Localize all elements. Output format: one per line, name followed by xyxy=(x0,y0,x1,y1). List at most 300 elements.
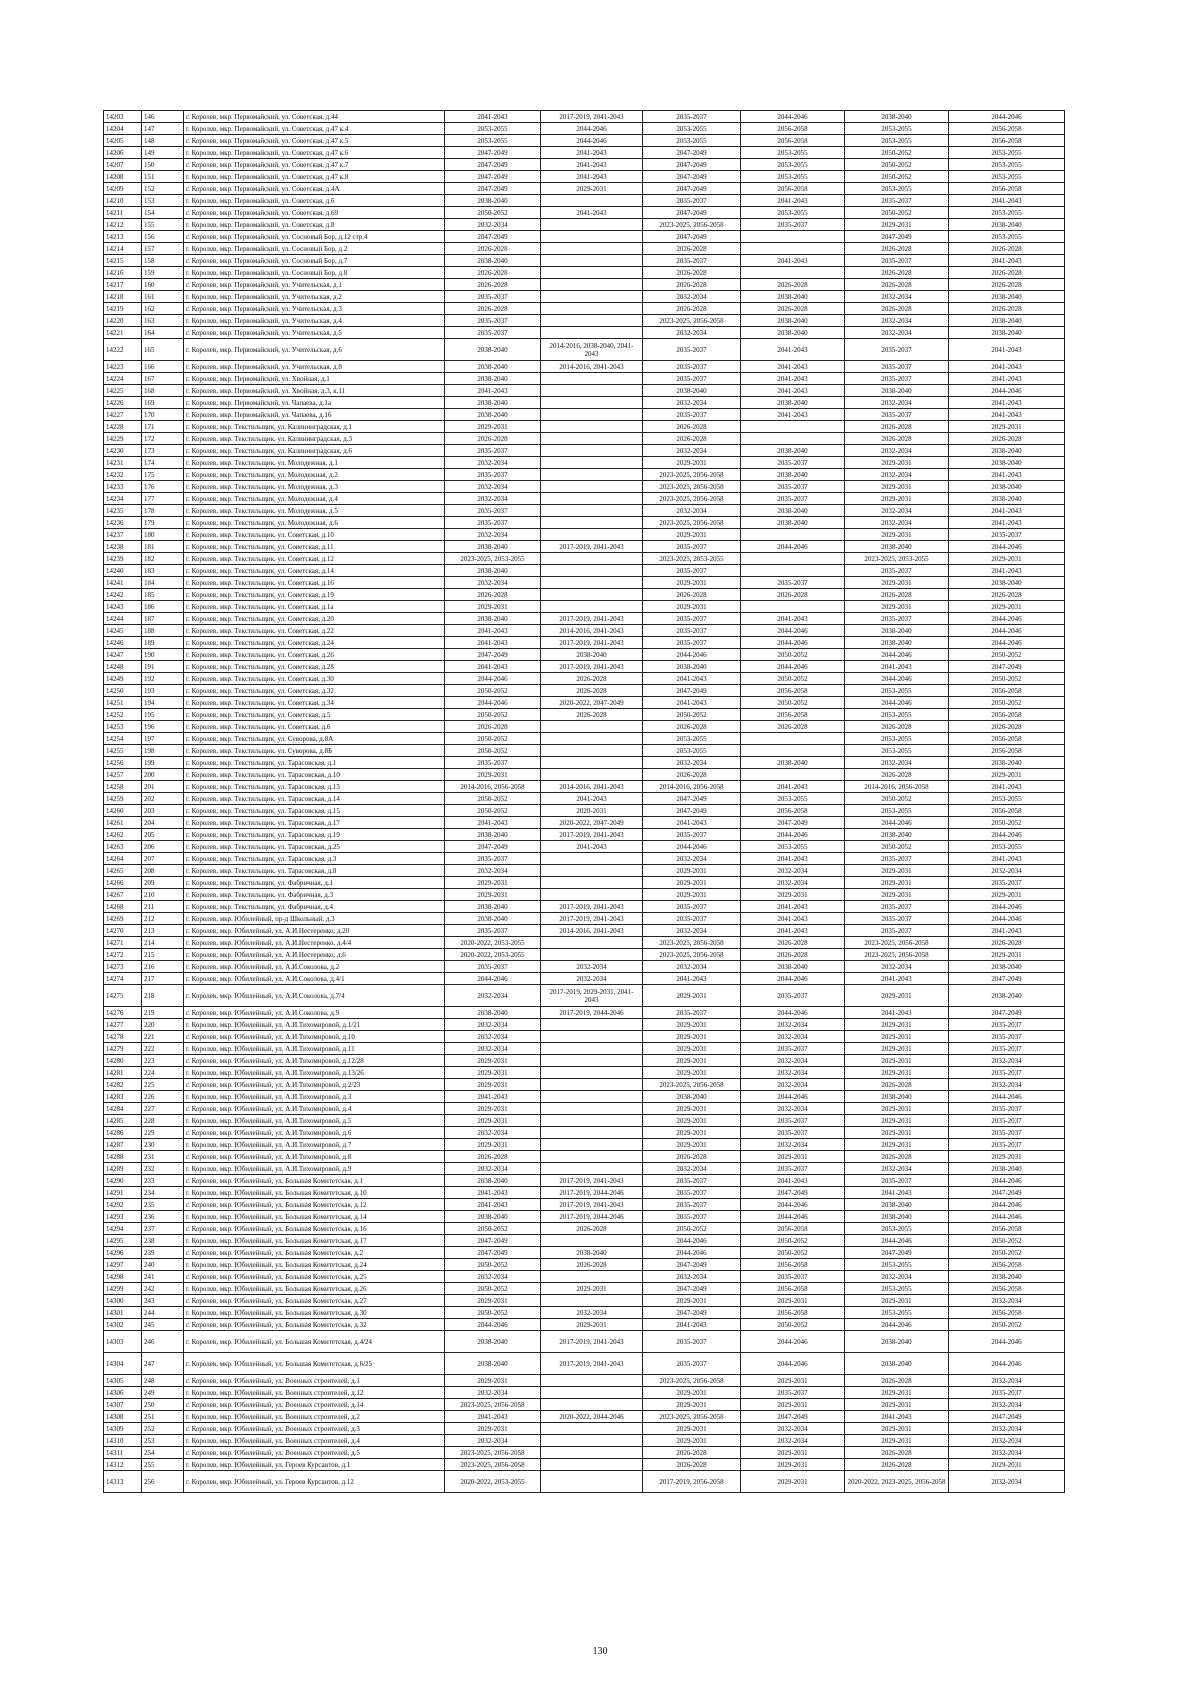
cell-row-number: 239 xyxy=(142,1247,184,1259)
cell-period: 2041-2043 xyxy=(845,661,949,673)
cell-period: 2047-2049 xyxy=(643,1307,741,1319)
cell-period: 2017-2019, 2041-2043 xyxy=(541,541,643,553)
cell-period: 2038-2040 xyxy=(445,901,541,913)
cell-period: 2035-2037 xyxy=(845,373,949,385)
cell-period: 2026-2028 xyxy=(445,721,541,733)
cell-period: 2029-2031 xyxy=(741,1375,845,1387)
cell-period: 2050-2052 xyxy=(949,1247,1065,1259)
cell-period xyxy=(741,553,845,565)
cell-reg-number: 14281 xyxy=(104,1067,142,1079)
cell-row-number: 147 xyxy=(142,123,184,135)
cell-reg-number: 14300 xyxy=(104,1295,142,1307)
cell-period: 2029-2031 xyxy=(643,1055,741,1067)
cell-period: 2029-2031 xyxy=(741,889,845,901)
cell-period: 2038-2040 xyxy=(845,1353,949,1375)
cell-period: 2032-2034 xyxy=(445,1019,541,1031)
cell-period: 2035-2037 xyxy=(845,361,949,373)
cell-reg-number: 14286 xyxy=(104,1127,142,1139)
cell-period: 2032-2034 xyxy=(643,757,741,769)
cell-period: 2023-2025, 2056-2058 xyxy=(445,1399,541,1411)
cell-address: г. Королев, мкр. Текстильщик, ул. Молодежная, д.1 xyxy=(184,457,445,469)
cell-period: 2026-2028 xyxy=(949,937,1065,949)
cell-period: 2044-2046 xyxy=(741,1091,845,1103)
table-row xyxy=(104,925,1065,937)
cell-address: г. Королев, мкр. Первомайский, ул. Советская, д.6 xyxy=(184,195,445,207)
cell-period: 2038-2040 xyxy=(949,1163,1065,1175)
cell-row-number: 221 xyxy=(142,1031,184,1043)
cell-period xyxy=(541,1423,643,1435)
cell-period: 2032-2034 xyxy=(741,1031,845,1043)
cell-period: 2050-2052 xyxy=(741,1319,845,1331)
cell-period: 2035-2037 xyxy=(949,1115,1065,1127)
cell-period: 2047-2049 xyxy=(949,661,1065,673)
table-row xyxy=(104,327,1065,339)
cell-period: 2041-2043 xyxy=(949,373,1065,385)
table-body xyxy=(104,111,1065,1493)
cell-reg-number: 14294 xyxy=(104,1223,142,1235)
cell-reg-number: 14245 xyxy=(104,625,142,637)
cell-row-number: 228 xyxy=(142,1115,184,1127)
table-row xyxy=(104,1387,1065,1399)
cell-period: 2026-2028 xyxy=(643,721,741,733)
table-row xyxy=(104,469,1065,481)
cell-period: 2032-2034 xyxy=(845,961,949,973)
cell-period xyxy=(541,1067,643,1079)
cell-reg-number: 14265 xyxy=(104,865,142,877)
cell-period: 2044-2046 xyxy=(949,1175,1065,1187)
cell-period: 2053-2055 xyxy=(949,171,1065,183)
cell-row-number: 192 xyxy=(142,673,184,685)
cell-period: 2044-2046 xyxy=(949,111,1065,123)
cell-period xyxy=(541,327,643,339)
cell-period xyxy=(741,745,845,757)
cell-period xyxy=(541,445,643,457)
cell-period xyxy=(541,529,643,541)
cell-period: 2029-2031 xyxy=(845,601,949,613)
cell-row-number: 212 xyxy=(142,913,184,925)
cell-period: 2026-2028 xyxy=(541,1223,643,1235)
cell-row-number: 195 xyxy=(142,709,184,721)
cell-row-number: 208 xyxy=(142,865,184,877)
cell-row-number: 177 xyxy=(142,493,184,505)
cell-period: 2029-2031 xyxy=(643,1295,741,1307)
cell-address: г. Королев, мкр. Юбилейный, ул. А.И.Тихомировой, д.12/28 xyxy=(184,1055,445,1067)
cell-period: 2029-2031 xyxy=(643,529,741,541)
cell-period xyxy=(541,757,643,769)
cell-row-number: 179 xyxy=(142,517,184,529)
cell-period: 2053-2055 xyxy=(845,1283,949,1295)
cell-period: 2050-2052 xyxy=(445,1283,541,1295)
table-row xyxy=(104,1247,1065,1259)
cell-reg-number: 14262 xyxy=(104,829,142,841)
cell-address: г. Королев, мкр. Юбилейный, ул. А.И.Тихомировой, д.8 xyxy=(184,1151,445,1163)
cell-period: 2026-2028 xyxy=(845,1375,949,1387)
cell-period: 2023-2025, 2056-2058 xyxy=(643,493,741,505)
cell-row-number: 165 xyxy=(142,339,184,361)
cell-period: 2050-2052 xyxy=(445,793,541,805)
cell-reg-number: 14259 xyxy=(104,793,142,805)
cell-period: 2020-2031 xyxy=(541,805,643,817)
cell-period: 2038-2040 xyxy=(741,757,845,769)
cell-period: 2041-2043 xyxy=(643,673,741,685)
cell-period: 2020-2022, 2053-2055 xyxy=(445,937,541,949)
cell-period: 2032-2034 xyxy=(845,397,949,409)
cell-period: 2032-2034 xyxy=(949,1399,1065,1411)
cell-period: 2041-2043 xyxy=(949,505,1065,517)
cell-period: 2029-2031 xyxy=(643,577,741,589)
cell-period: 2041-2043 xyxy=(741,255,845,267)
cell-period xyxy=(741,267,845,279)
table-row xyxy=(104,625,1065,637)
cell-address: г. Королев, мкр. Текстильщик, ул. Советская, д.1а xyxy=(184,601,445,613)
table-row xyxy=(104,877,1065,889)
cell-period xyxy=(741,231,845,243)
table-row xyxy=(104,481,1065,493)
cell-reg-number: 14213 xyxy=(104,231,142,243)
cell-period xyxy=(541,1151,643,1163)
cell-row-number: 175 xyxy=(142,469,184,481)
cell-period: 2017-2019, 2041-2043 xyxy=(541,829,643,841)
cell-period: 2029-2031 xyxy=(845,1067,949,1079)
cell-address: г. Королев, мкр. Юбилейный, ул. А.И.Тихомировой, д.2/23 xyxy=(184,1079,445,1091)
cell-period: 2038-2040 xyxy=(741,445,845,457)
cell-period xyxy=(541,1471,643,1493)
table-row xyxy=(104,1411,1065,1423)
table-row xyxy=(104,937,1065,949)
cell-period: 2017-2019, 2041-2043 xyxy=(541,1199,643,1211)
cell-period: 2032-2034 xyxy=(845,469,949,481)
cell-period: 2038-2040 xyxy=(541,1247,643,1259)
cell-row-number: 236 xyxy=(142,1211,184,1223)
cell-period xyxy=(541,577,643,589)
cell-address: г. Королев, мкр. Первомайский, ул. Сосновый Бор, д.2 xyxy=(184,243,445,255)
cell-address: г. Королев, мкр. Юбилейный, ул. А.И.Тихомировой, д.6 xyxy=(184,1127,445,1139)
cell-period: 2035-2037 xyxy=(741,1115,845,1127)
cell-row-number: 153 xyxy=(142,195,184,207)
cell-address: г. Королев, мкр. Юбилейный, ул. А.И.Тихомировой, д.7 xyxy=(184,1139,445,1151)
cell-period xyxy=(541,1459,643,1471)
cell-period: 2047-2049 xyxy=(445,171,541,183)
cell-period: 2044-2046 xyxy=(445,697,541,709)
cell-period: 2038-2040 xyxy=(741,291,845,303)
cell-reg-number: 14287 xyxy=(104,1139,142,1151)
table-row xyxy=(104,565,1065,577)
cell-period: 2029-2031 xyxy=(845,529,949,541)
cell-period: 2053-2055 xyxy=(845,685,949,697)
cell-reg-number: 14212 xyxy=(104,219,142,231)
cell-period: 2041-2043 xyxy=(541,147,643,159)
cell-period: 2041-2043 xyxy=(845,1411,949,1423)
cell-address: г. Королев, мкр. Юбилейный, ул. Военных строителей, д.2 xyxy=(184,1411,445,1423)
cell-period: 2032-2034 xyxy=(845,517,949,529)
table-row xyxy=(104,1091,1065,1103)
cell-period: 2026-2028 xyxy=(445,303,541,315)
cell-period: 2023-2025, 2053-2055 xyxy=(643,553,741,565)
cell-reg-number: 14293 xyxy=(104,1211,142,1223)
cell-row-number: 196 xyxy=(142,721,184,733)
cell-period: 2044-2046 xyxy=(845,697,949,709)
cell-period: 2041-2043 xyxy=(741,373,845,385)
cell-reg-number: 14312 xyxy=(104,1459,142,1471)
cell-period: 2029-2031 xyxy=(845,577,949,589)
cell-period xyxy=(541,1271,643,1283)
cell-address: г. Королев, мкр. Юбилейный, ул. Большая Комитетская, д.6/25 xyxy=(184,1353,445,1375)
cell-period: 2044-2046 xyxy=(541,135,643,147)
cell-period: 2032-2034 xyxy=(541,973,643,985)
cell-row-number: 162 xyxy=(142,303,184,315)
cell-period: 2029-2031 xyxy=(845,1387,949,1399)
cell-row-number: 184 xyxy=(142,577,184,589)
cell-period: 2020-2022, 2053-2055 xyxy=(445,949,541,961)
cell-period xyxy=(541,1127,643,1139)
cell-address: г. Королев, мкр. Первомайский, ул. Советская, д.47 к.8 xyxy=(184,171,445,183)
cell-period: 2026-2028 xyxy=(643,769,741,781)
cell-period: 2041-2043 xyxy=(541,159,643,171)
cell-address: г. Королев, мкр. Текстильщик, ул. Советская, д.6 xyxy=(184,721,445,733)
cell-period: 2035-2037 xyxy=(445,445,541,457)
cell-reg-number: 14278 xyxy=(104,1031,142,1043)
cell-period: 2035-2037 xyxy=(845,1175,949,1187)
cell-period: 2035-2037 xyxy=(845,925,949,937)
cell-period: 2056-2058 xyxy=(741,805,845,817)
cell-period: 2041-2043 xyxy=(741,1175,845,1187)
cell-period: 2047-2049 xyxy=(643,147,741,159)
cell-period xyxy=(741,565,845,577)
cell-period: 2026-2028 xyxy=(845,433,949,445)
cell-address: г. Королев, мкр. Первомайский, ул. Сосновый Бор, д.12 стр.4 xyxy=(184,231,445,243)
cell-row-number: 151 xyxy=(142,171,184,183)
cell-period: 2056-2058 xyxy=(741,1223,845,1235)
cell-row-number: 163 xyxy=(142,315,184,327)
cell-period: 2029-2031 xyxy=(541,1319,643,1331)
cell-row-number: 254 xyxy=(142,1447,184,1459)
table-row xyxy=(104,829,1065,841)
table-row xyxy=(104,709,1065,721)
cell-period: 2041-2043 xyxy=(643,817,741,829)
cell-period: 2035-2037 xyxy=(643,1211,741,1223)
cell-row-number: 211 xyxy=(142,901,184,913)
cell-address: г. Королев, мкр. Первомайский, ул. Сосновый Бор, д.7 xyxy=(184,255,445,267)
cell-period: 2026-2028 xyxy=(541,1259,643,1271)
cell-period: 2035-2037 xyxy=(643,637,741,649)
cell-period: 2029-2031 xyxy=(741,1151,845,1163)
cell-period: 2026-2028 xyxy=(741,303,845,315)
cell-row-number: 252 xyxy=(142,1423,184,1435)
cell-period xyxy=(741,433,845,445)
cell-period: 2029-2031 xyxy=(845,1295,949,1307)
cell-address: г. Королев, мкр. Юбилейный, ул. Военных строителей, д.3 xyxy=(184,1423,445,1435)
cell-period: 2041-2043 xyxy=(643,973,741,985)
cell-period: 2035-2037 xyxy=(643,409,741,421)
table-row xyxy=(104,553,1065,565)
cell-period: 2047-2049 xyxy=(643,183,741,195)
table-row xyxy=(104,661,1065,673)
cell-period: 2035-2037 xyxy=(643,1331,741,1353)
cell-period: 2032-2034 xyxy=(949,1423,1065,1435)
cell-period: 2050-2052 xyxy=(845,171,949,183)
cell-reg-number: 14220 xyxy=(104,315,142,327)
cell-reg-number: 14277 xyxy=(104,1019,142,1031)
cell-period: 2038-2040 xyxy=(445,1211,541,1223)
cell-period: 2047-2049 xyxy=(643,207,741,219)
cell-period: 2032-2034 xyxy=(949,1375,1065,1387)
cell-period: 2056-2058 xyxy=(949,183,1065,195)
cell-reg-number: 14279 xyxy=(104,1043,142,1055)
cell-period: 2029-2031 xyxy=(949,1459,1065,1471)
cell-period: 2038-2040 xyxy=(949,1271,1065,1283)
table-row xyxy=(104,745,1065,757)
cell-period: 2017-2019, 2044-2046 xyxy=(541,1211,643,1223)
cell-row-number: 199 xyxy=(142,757,184,769)
cell-period xyxy=(541,303,643,315)
cell-period: 2020-2022, 2023-2025, 2056-2058 xyxy=(845,1471,949,1493)
cell-period: 2032-2034 xyxy=(949,1055,1065,1067)
cell-period: 2032-2034 xyxy=(741,877,845,889)
cell-period xyxy=(541,1295,643,1307)
cell-period: 2029-2031 xyxy=(845,1399,949,1411)
cell-row-number: 188 xyxy=(142,625,184,637)
cell-reg-number: 14252 xyxy=(104,709,142,721)
cell-period: 2017-2019, 2029-2031, 2041-2043 xyxy=(541,985,643,1007)
cell-period: 2038-2040 xyxy=(845,385,949,397)
cell-period: 2038-2040 xyxy=(949,457,1065,469)
cell-period: 2035-2037 xyxy=(643,829,741,841)
cell-period: 2035-2037 xyxy=(949,1043,1065,1055)
cell-period: 2038-2040 xyxy=(445,1007,541,1019)
cell-address: г. Королев, мкр. Первомайский, ул. Чапаева, д.1а xyxy=(184,397,445,409)
cell-period: 2026-2028 xyxy=(845,243,949,255)
cell-period: 2029-2031 xyxy=(643,889,741,901)
cell-period xyxy=(541,1399,643,1411)
cell-period xyxy=(541,601,643,613)
cell-period: 2038-2040 xyxy=(741,397,845,409)
cell-period: 2047-2049 xyxy=(643,231,741,243)
cell-period: 2026-2028 xyxy=(643,279,741,291)
cell-period: 2056-2058 xyxy=(949,733,1065,745)
cell-row-number: 178 xyxy=(142,505,184,517)
cell-period: 2026-2028 xyxy=(949,303,1065,315)
cell-address: г. Королев, мкр. Текстильщик, ул. Советская, д.19 xyxy=(184,589,445,601)
cell-period xyxy=(541,315,643,327)
cell-row-number: 220 xyxy=(142,1019,184,1031)
cell-period xyxy=(741,733,845,745)
cell-period: 2044-2046 xyxy=(741,1353,845,1375)
cell-row-number: 164 xyxy=(142,327,184,339)
cell-address: г. Королев, мкр. Первомайский, ул. Советская, д.47 к.6 xyxy=(184,147,445,159)
table-row xyxy=(104,433,1065,445)
cell-address: г. Королев, мкр. Текстильщик, ул. Тарасовская, д.17 xyxy=(184,817,445,829)
cell-period: 2017-2019, 2041-2043 xyxy=(541,1353,643,1375)
table-row xyxy=(104,613,1065,625)
table-row xyxy=(104,147,1065,159)
cell-period: 2026-2028 xyxy=(541,709,643,721)
cell-reg-number: 14216 xyxy=(104,267,142,279)
cell-address: г. Королев, мкр. Юбилейный, ул. А.И.Соколова, д.2 xyxy=(184,961,445,973)
cell-period: 2023-2025, 2056-2058 xyxy=(643,949,741,961)
table-row xyxy=(104,1283,1065,1295)
cell-period: 2038-2040 xyxy=(845,541,949,553)
cell-period: 2035-2037 xyxy=(845,565,949,577)
cell-period: 2035-2037 xyxy=(741,1043,845,1055)
cell-address: г. Королев, мкр. Первомайский, ул. Хвойная, д.3, к.11 xyxy=(184,385,445,397)
cell-period: 2038-2040 xyxy=(445,613,541,625)
cell-address: г. Королев, мкр. Юбилейный, ул. А.И.Нестеренко, д.4/4 xyxy=(184,937,445,949)
cell-period: 2041-2043 xyxy=(949,409,1065,421)
cell-period: 2014-2016, 2041-2043 xyxy=(541,361,643,373)
cell-period: 2035-2037 xyxy=(741,1387,845,1399)
cell-period: 2032-2034 xyxy=(949,1079,1065,1091)
cell-period: 2023-2025, 2056-2058 xyxy=(845,937,949,949)
table-row xyxy=(104,421,1065,433)
table-row xyxy=(104,1127,1065,1139)
cell-period: 2029-2031 xyxy=(845,1103,949,1115)
table-row xyxy=(104,889,1065,901)
cell-period: 2053-2055 xyxy=(845,733,949,745)
cell-period xyxy=(541,553,643,565)
cell-period xyxy=(541,243,643,255)
cell-period: 2023-2025, 2056-2058 xyxy=(445,1459,541,1471)
cell-period: 2044-2046 xyxy=(741,661,845,673)
cell-reg-number: 14251 xyxy=(104,697,142,709)
cell-reg-number: 14240 xyxy=(104,565,142,577)
cell-address: г. Королев, мкр. Первомайский, ул. Советская, д.4А xyxy=(184,183,445,195)
cell-row-number: 180 xyxy=(142,529,184,541)
cell-period: 2038-2040 xyxy=(445,541,541,553)
cell-period: 2035-2037 xyxy=(949,1103,1065,1115)
cell-reg-number: 14230 xyxy=(104,445,142,457)
cell-period: 2041-2043 xyxy=(741,781,845,793)
cell-period: 2044-2046 xyxy=(949,913,1065,925)
cell-period: 2035-2037 xyxy=(845,853,949,865)
cell-reg-number: 14261 xyxy=(104,817,142,829)
cell-period: 2026-2028 xyxy=(643,589,741,601)
cell-period xyxy=(541,505,643,517)
cell-reg-number: 14269 xyxy=(104,913,142,925)
cell-period: 2029-2031 xyxy=(949,601,1065,613)
cell-period: 2035-2037 xyxy=(445,517,541,529)
cell-row-number: 242 xyxy=(142,1283,184,1295)
cell-period: 2038-2040 xyxy=(949,577,1065,589)
cell-period: 2032-2034 xyxy=(741,1019,845,1031)
table-row xyxy=(104,649,1065,661)
cell-address: г. Королев, мкр. Текстильщик, ул. Советская, д.24 xyxy=(184,637,445,649)
table-row xyxy=(104,1399,1065,1411)
cell-period: 2029-2031 xyxy=(741,1295,845,1307)
cell-period xyxy=(541,865,643,877)
cell-row-number: 149 xyxy=(142,147,184,159)
cell-period: 2041-2043 xyxy=(541,207,643,219)
cell-row-number: 170 xyxy=(142,409,184,421)
cell-period: 2032-2034 xyxy=(445,577,541,589)
table-row xyxy=(104,529,1065,541)
cell-row-number: 160 xyxy=(142,279,184,291)
cell-period: 2026-2028 xyxy=(643,433,741,445)
cell-reg-number: 14228 xyxy=(104,421,142,433)
cell-period: 2056-2058 xyxy=(741,123,845,135)
cell-row-number: 168 xyxy=(142,385,184,397)
table-row xyxy=(104,135,1065,147)
cell-address: г. Королев, мкр. Первомайский, ул. Советская, д.44 xyxy=(184,111,445,123)
table-row xyxy=(104,457,1065,469)
cell-period: 2026-2028 xyxy=(643,1447,741,1459)
cell-row-number: 197 xyxy=(142,733,184,745)
cell-address: г. Королев, мкр. Текстильщик, ул. Молодежная, д.4 xyxy=(184,493,445,505)
cell-period: 2029-2031 xyxy=(845,1055,949,1067)
cell-period: 2035-2037 xyxy=(949,1067,1065,1079)
cell-address: г. Королев, мкр. Текстильщик, ул. Советская, д.11 xyxy=(184,541,445,553)
cell-period: 2050-2052 xyxy=(445,685,541,697)
cell-address: г. Королев, мкр. Текстильщик, ул. Суворова, д.8Б xyxy=(184,745,445,757)
